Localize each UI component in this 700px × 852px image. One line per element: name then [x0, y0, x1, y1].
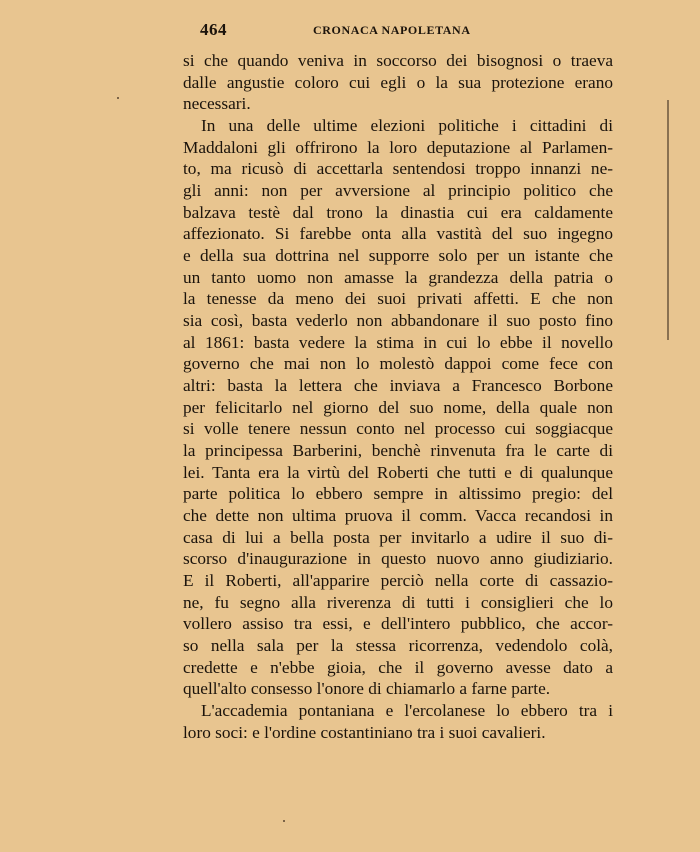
text-line: la principessa Barberini, benchè rinvenuta fra le carte di [183, 441, 613, 461]
text-line: parte politica lo ebbero sempre in altissimo pregio: del [183, 484, 613, 504]
text-line: la tenesse da meno dei suoi privati affetti. E che non [183, 289, 613, 309]
paper-speck [117, 97, 119, 99]
text-line: sia così, basta vederlo non abbandonare il suo posto fino [183, 311, 613, 331]
text-line: necessari. [183, 94, 251, 114]
page-header [183, 20, 613, 44]
text-line: balzava testè dal trono la dinastia cui era caldamente [183, 202, 613, 222]
running-title: CRONACA NAPOLETANA [313, 23, 471, 37]
text-line: L'accademia pontaniana e l'ercolanese lo ebbero tra i [201, 701, 613, 721]
text-line: che dette non ultima pruova il comm. Vacca recandosi in [183, 506, 613, 526]
text-line: loro soci: e l'ordine costantiniano tra i suoi cavalieri. [183, 722, 546, 742]
text-line: si che quando veniva in soccorso dei bisognosi o traeva [183, 51, 613, 70]
body-text [183, 50, 613, 744]
text-line: so nella sala per la stessa ricorrenza, vedendolo colà, [183, 636, 613, 656]
text-line: lei. Tanta era la virtù del Roberti che tutti e di qualunque [183, 462, 613, 482]
text-line: to, ma ricusò di accettarla sentendosi troppo innanzi ne- [183, 159, 613, 179]
text-line: vollero assiso tra essi, e dell'intero pubblico, che accor- [183, 614, 613, 634]
margin-rule [667, 100, 669, 340]
text-line: per felicitarlo nel giorno del suo nome, della quale non [183, 397, 613, 417]
text-line: gli anni: non per avversione al principio politico che [183, 181, 613, 201]
text-line: dalle angustie coloro cui egli o la sua protezione erano [183, 72, 613, 92]
text-line: credette e n'ebbe gioia, che il governo avesse dato a [183, 657, 613, 677]
text-line: quell'alto consesso l'onore di chiamarlo a farne parte. [183, 679, 551, 699]
text-line: altri: basta la lettera che inviava a Francesco Borbone [183, 376, 613, 396]
text-line: ne, fu segno alla riverenza di tutti i consiglieri che lo [183, 592, 613, 612]
text-line: si volle tenere nessun conto nel processo cui soggiacque [183, 419, 613, 439]
text-line: governo che mai non lo molestò dappoi come fece con [183, 354, 613, 374]
text-line: E il Roberti, all'apparire perciò nella corte di cassazio- [183, 571, 613, 591]
text-line: In una delle ultime elezioni politiche i cittadini di [201, 116, 613, 136]
text-line: Maddaloni gli offrirono la loro deputazione al Parlamen- [183, 137, 613, 157]
text-line: casa di lui a bella posta per invitarlo a udire il suo di- [183, 527, 613, 547]
text-line: e della sua dottrina nel supporre solo per un istante che [183, 246, 613, 266]
text-line: scorso d'inaugurazione in questo nuovo anno giudiziario. [183, 549, 613, 569]
paper-speck [283, 820, 285, 822]
text-line: affezionato. Si farebbe onta alla vastità del suo ingegno [183, 224, 613, 244]
text-line: al 1861: basta vedere la stima in cui lo ebbe il novello [183, 332, 613, 352]
page-number: 464 [200, 20, 227, 39]
text-line: un tanto uomo non amasse la grandezza della patria o [183, 267, 613, 287]
